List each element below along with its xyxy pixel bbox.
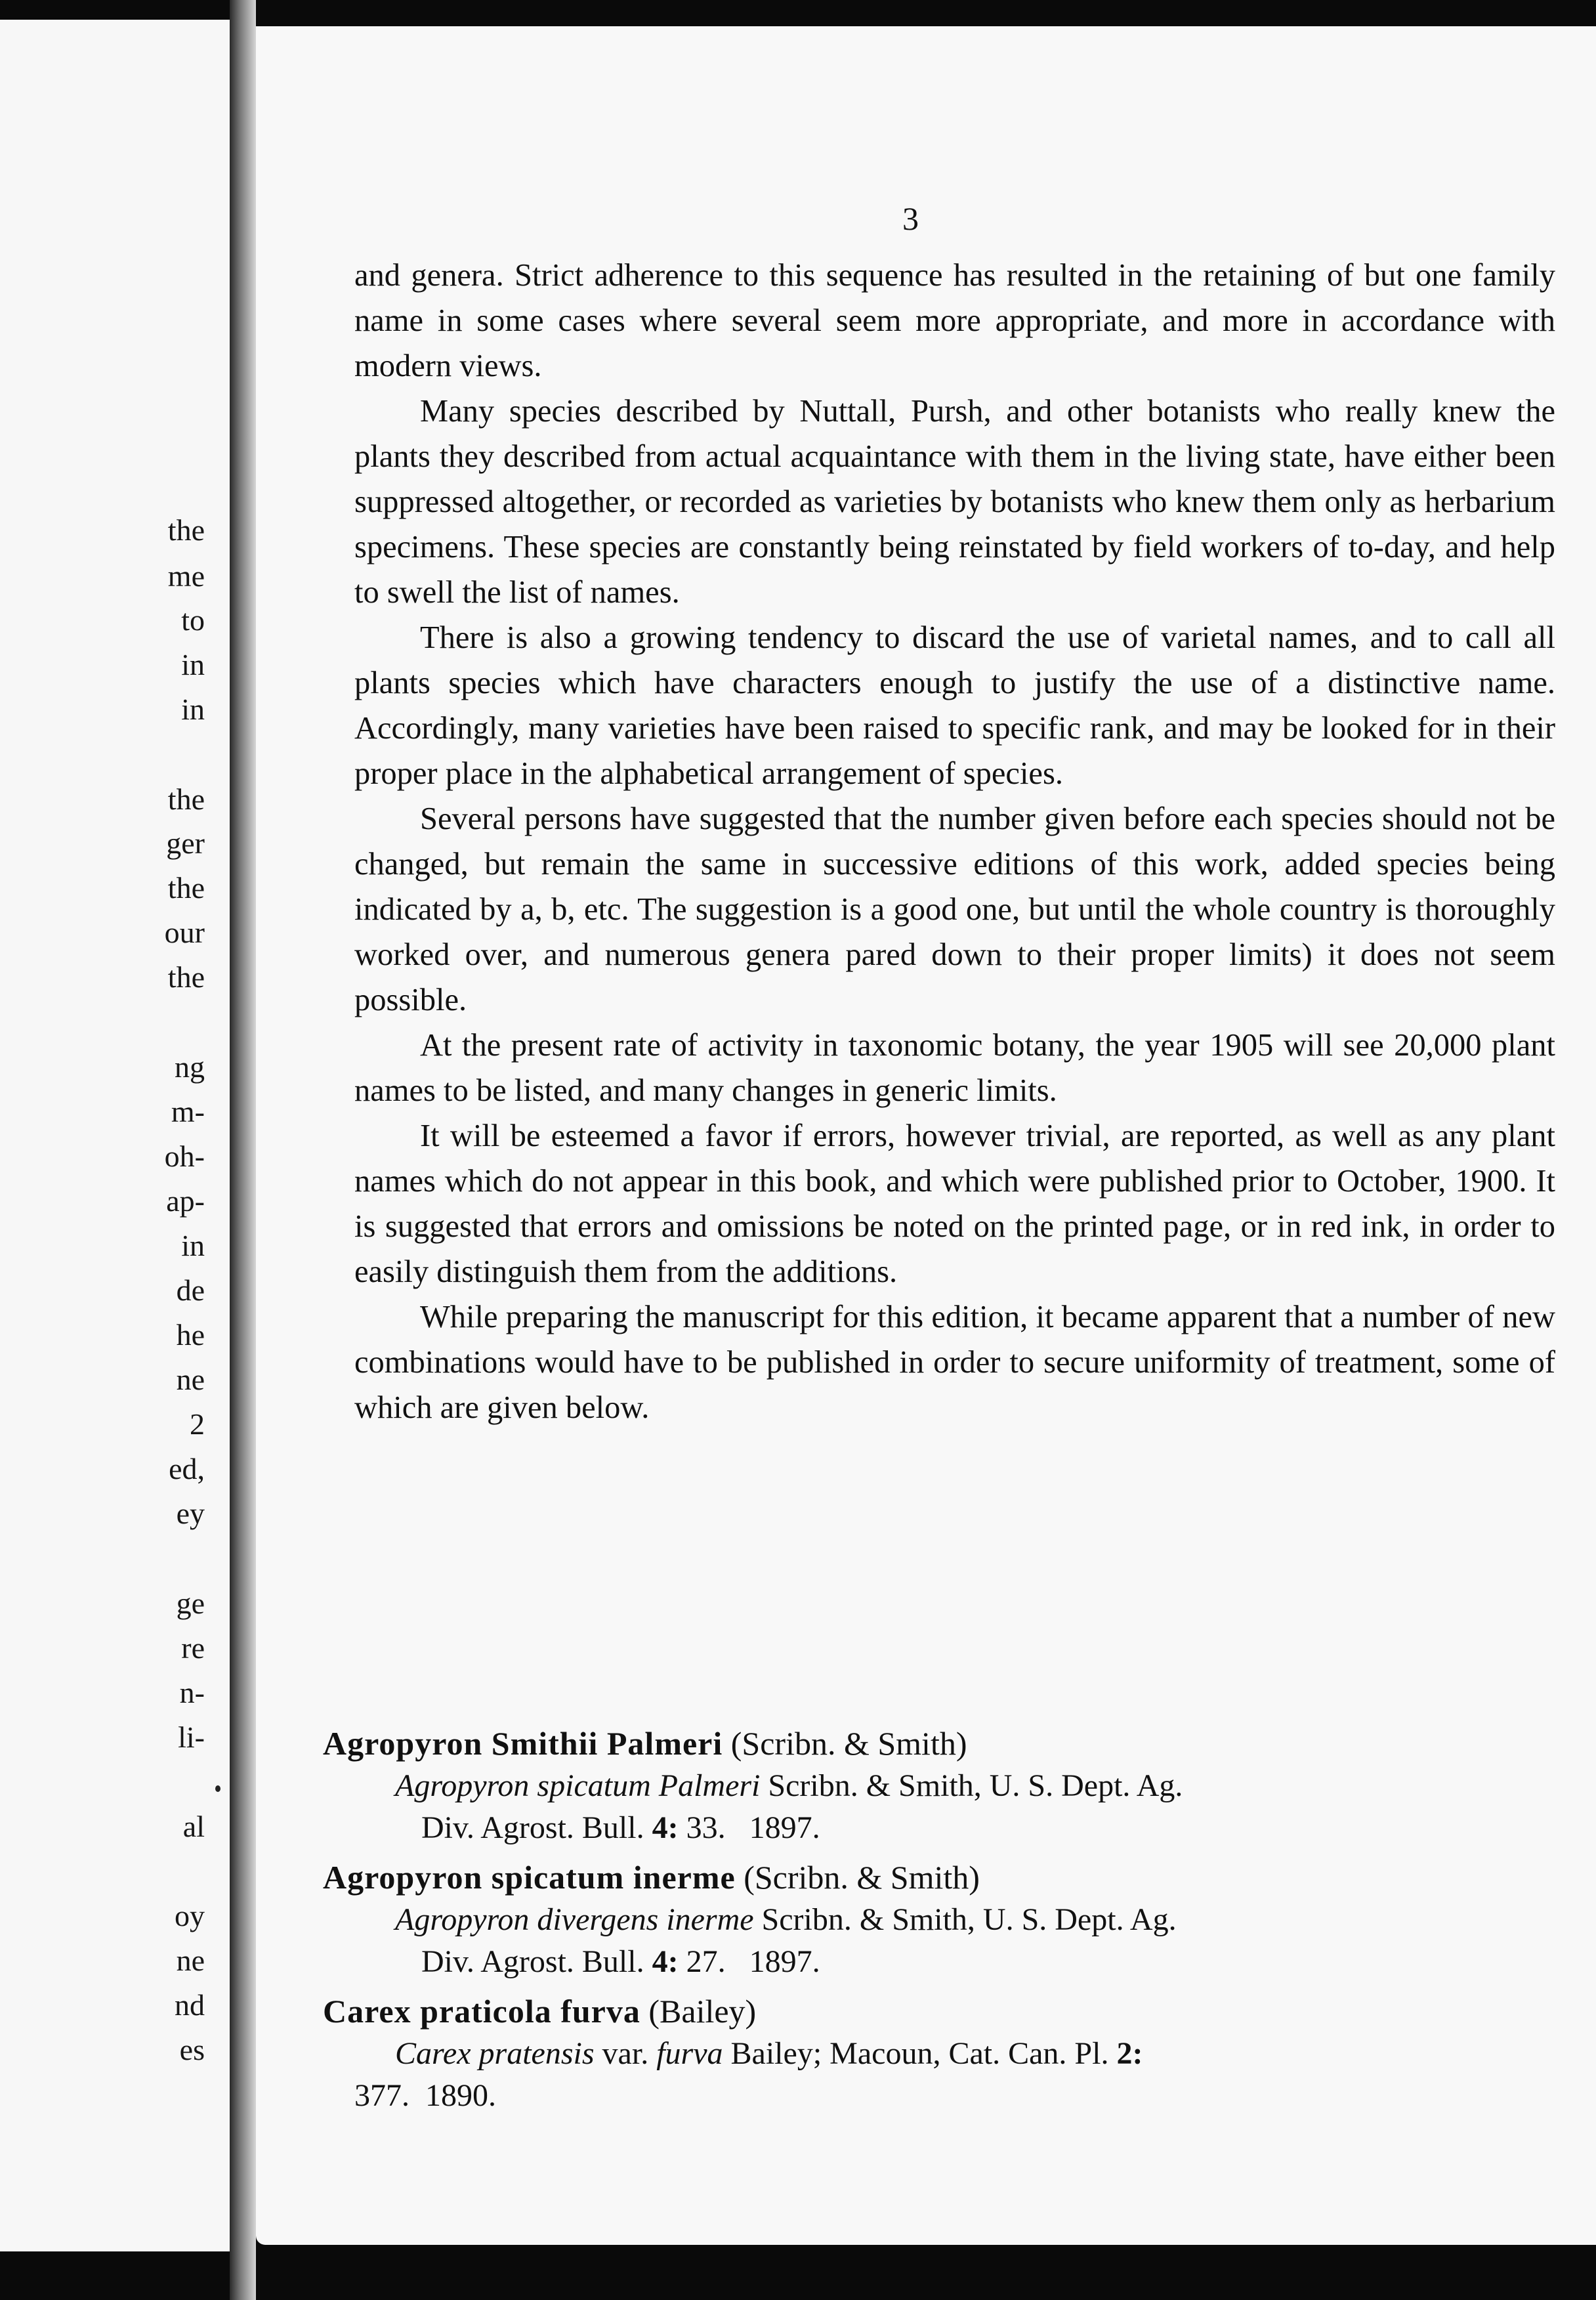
name-entry [323, 1722, 1557, 1849]
paragraph: While preparing the manuscript for this edition, it became apparent that a number of new combinations would have to be published in order to secure uniformity of treatment, some of which are given below. [354, 1300, 1555, 1425]
facing-page-fragment: he [176, 1318, 205, 1352]
book-page [256, 26, 1596, 2245]
paragraph: At the present rate of activity in taxonomic botany, the year 1905 will see 20,000 plant names to be listed, and many changes in generic limits. [354, 1028, 1555, 1108]
entry-citation-cont: Div. Agrost. Bull. [421, 1944, 644, 1979]
paragraph: It will be esteemed a favor if errors, however trivial, are reported, as well as any plant names which do not appear in this book, and which were published prior to October, 1900. It is suggested that errors and omissions be noted on the printed page, or in red ink, in order to easily distinguish them from the additions. [354, 1118, 1555, 1289]
facing-page-fragment: ne [176, 1944, 205, 1977]
facing-page-fragment: the [167, 871, 205, 905]
entry-citation: Bailey; Macoun, Cat. Can. Pl. [730, 2036, 1109, 2071]
entry-volume: 4: [652, 1944, 679, 1979]
facing-page [0, 20, 234, 2251]
facing-page-fragment: ne [176, 1363, 205, 1396]
entry-authority: (Scribn. & Smith) [744, 1859, 980, 1896]
name-entry [323, 1990, 1557, 2117]
facing-page-fragment: oy [175, 1899, 205, 1932]
facing-page-fragment: ng [175, 1050, 205, 1084]
entry-name: Agropyron spicatum inerme [323, 1859, 736, 1896]
paragraph: Many species described by Nuttall, Pursh, and other botanists who really knew the plants they described from actual acquaintance with them in the living state, have either been suppressed altogether, or recorded as varieties by botanists who knew them only as herbarium specimens. These species are constantly being reinstated by field workers of to-day, and help to swell the list of names. [354, 394, 1555, 610]
facing-page-fragment: in [181, 692, 205, 726]
ink-speck [215, 1785, 220, 1792]
facing-page-fragment: m- [171, 1095, 205, 1128]
facing-page-fragment: 2 [190, 1407, 205, 1441]
facing-page-fragment: ger [166, 826, 205, 860]
entry-pages-year: 33. 1897. [686, 1810, 820, 1845]
facing-page-fragment: li- [178, 1720, 205, 1754]
entry-pages-year: 27. 1897. [686, 1944, 820, 1979]
facing-page-fragment: to [181, 603, 205, 637]
facing-page-fragment: in [181, 1229, 205, 1262]
entry-volume: 4: [652, 1810, 679, 1845]
book-gutter [230, 0, 256, 2300]
entry-authority: (Scribn. & Smith) [730, 1725, 967, 1762]
entry-name: Agropyron Smithii Palmeri [323, 1725, 723, 1762]
facing-page-fragment: al [182, 1810, 205, 1843]
entry-synonym-variety: furva [656, 2036, 723, 2071]
page-number: 3 [902, 200, 919, 237]
facing-page-fragment: ap- [166, 1184, 205, 1218]
facing-page-fragment: our [164, 916, 205, 949]
facing-page-fragment: oh- [164, 1139, 205, 1173]
facing-page-fragment: ge [176, 1587, 205, 1620]
body-text [354, 253, 1555, 1430]
facing-page-fragment: ey [176, 1497, 205, 1530]
entry-synonym: Agropyron divergens inerme [395, 1902, 754, 1937]
facing-page-fragment: nd [175, 1988, 205, 2022]
paragraph: There is also a growing tendency to discard the use of varietal names, and to call all plants species which have characters enough to justify the use of a distinctive name. Accordingly, many varieties have been raised to specific rank, and may be looked for in their proper place in the alphabetical arrangement of species. [354, 620, 1555, 791]
entry-citation: Scribn. & Smith, U. S. Dept. Ag. [761, 1902, 1177, 1937]
name-entry [323, 1856, 1557, 1983]
entry-synonym: Carex pratensis [395, 2036, 595, 2071]
facing-page-fragment: re [181, 1631, 205, 1665]
paragraph: Several persons have suggested that the number given before each species should not be changed, but remain the same in successive editions of this work, added species being indicated by a, b, etc. The suggestion is a good one, but until the whole country is thoroughly worked over, and numerous genera pared down to their proper limits) it does not seem possible. [354, 801, 1555, 1017]
facing-page-fragment: de [176, 1273, 205, 1307]
facing-page-fragment: in [181, 648, 205, 681]
facing-page-fragment: the [167, 960, 205, 994]
entry-volume: 2: [1116, 2036, 1143, 2071]
entry-citation: Scribn. & Smith, U. S. Dept. Ag. [768, 1768, 1183, 1803]
name-entries [323, 1722, 1557, 2123]
entry-synonym: Agropyron spicatum Palmeri [395, 1768, 761, 1803]
entry-authority: (Bailey) [648, 1993, 757, 2030]
facing-page-fragment: the [167, 513, 205, 547]
facing-page-fragment: me [167, 559, 205, 593]
entry-synonym-rank: var. [602, 2036, 649, 2071]
entry-name: Carex praticola furva [323, 1993, 640, 2030]
entry-citation-cont: Div. Agrost. Bull. [421, 1810, 644, 1845]
facing-page-fragment: the [167, 782, 205, 816]
facing-page-fragment: ed, [169, 1452, 205, 1485]
facing-page-fragment: n- [179, 1676, 205, 1709]
entry-pages-year: 377. 1890. [354, 2078, 496, 2113]
facing-page-fragment: es [179, 2033, 205, 2066]
paragraph: and genera. Strict adherence to this sequence has resulted in the retaining of but one family name in some cases where several seem more appropriate, and more in accordance with modern views. [354, 258, 1555, 383]
